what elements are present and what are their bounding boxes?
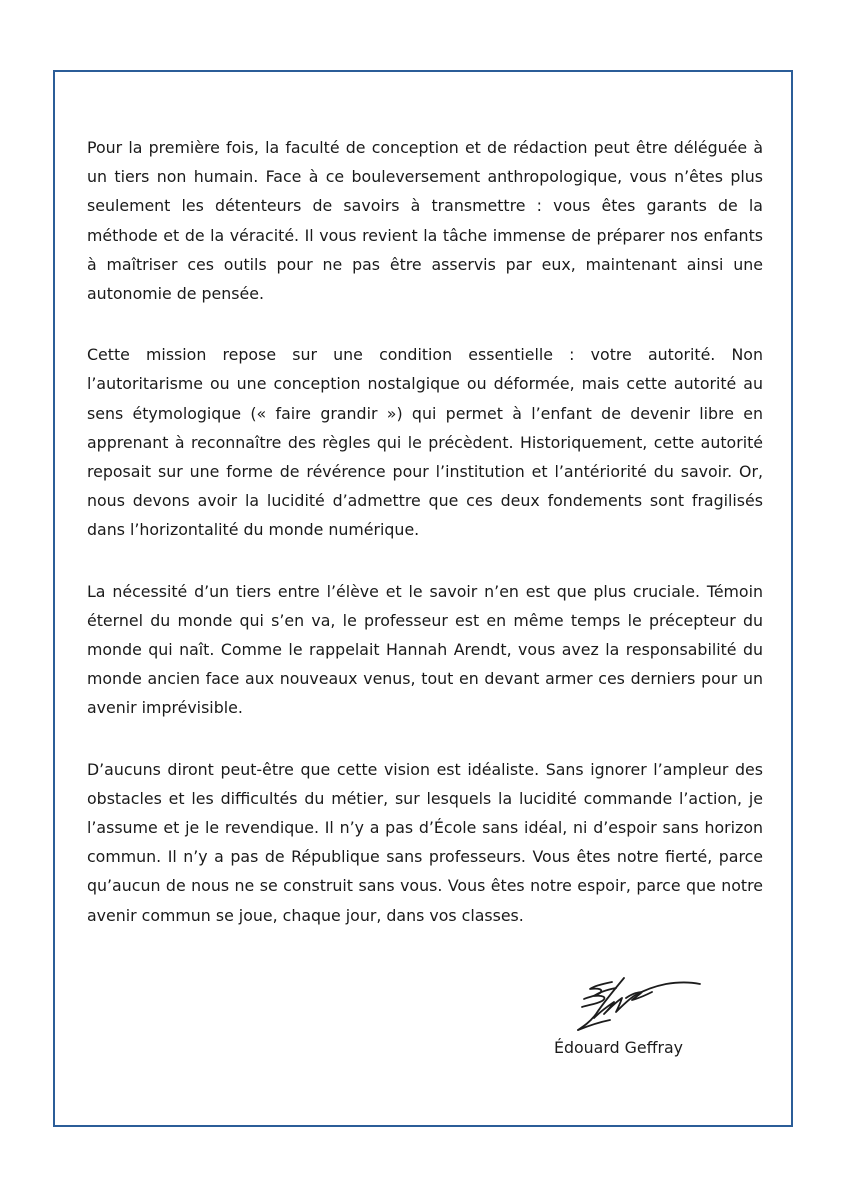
letter-body	[87, 133, 763, 962]
paragraph-authority: Cette mission repose sur une condition essentielle : votre autorité. Non l’autoritarisme ou une conception nostalgique ou déformée, mais cette autorité au sens étymologique (« faire grandir ») qui permet à l’enfant de devenir libre en apprenant à reconnaître des règles qui le précèdent. Historiquement, cette autorité reposait sur une forme de révérence pour l’institution et l’antériorité du savoir. Or, nous devons avoir la lucidité d’admettre que ces deux fondements sont fragilisés dans l’horizontalité du monde numérique.	[87, 345, 763, 540]
signature-block	[540, 968, 740, 1098]
paragraph-ideal-closing: D’aucuns diront peut-être que cette vision est idéaliste. Sans ignorer l’ampleur des obstacles et les difficultés du métier, sur lesquels la lucidité commande l’action, je l’assume et je le revendique. Il n’y a pas d’École sans idéal, ni d’espoir sans horizon commun. Il n’y a pas de République sans professeurs. Vous êtes notre fierté, parce qu’aucun de nous ne se construit sans vous. Vous êtes notre espoir, parce que notre avenir commun se joue, chaque jour, dans vos classes.	[87, 759, 763, 925]
paragraph-ia-delegation: Pour la première fois, la faculté de conception et de rédaction peut être déléguée à un tiers non humain. Face à ce bouleversement anthropologique, vous n’êtes plus seulement les détenteurs de savoirs à transmettre : vous êtes garants de la méthode et de la véracité. Il vous revient la tâche immense de préparer nos enfants à maîtriser ces outils pour ne pas être asservis par eux, maintenant ainsi une autonomie de pensée.	[87, 138, 763, 304]
handwritten-signature-icon	[554, 968, 714, 1036]
paragraph-teacher-role: La nécessité d’un tiers entre l’élève et le savoir n’en est que plus cruciale. Témoin éternel du monde qui s’en va, le professeur est en même temps le précepteur du monde qui naît. Comme le rappelait Hannah Arendt, vous avez la responsabilité du monde ancien face aux nouveaux venus, tout en devant armer ces derniers pour un avenir imprévisible.	[87, 581, 763, 718]
signatory-name: Édouard Geffray	[554, 1038, 683, 1057]
